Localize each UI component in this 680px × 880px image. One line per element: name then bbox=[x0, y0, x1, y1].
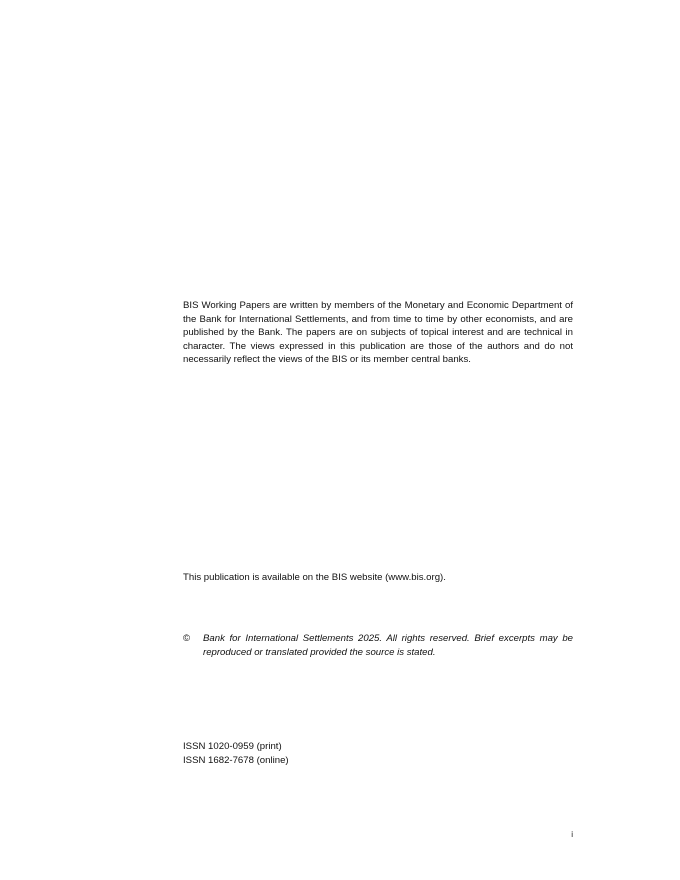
copyright-notice bbox=[183, 632, 573, 659]
intro-paragraph: BIS Working Papers are written by members of the Monetary and Economic Department of the Bank for International Settlements, and from time to time by other economists, and are published by the Bank. The papers are on subjects of topical interest and are technical in character. The views expressed in this publication are those of the authors and do not necessarily reflect the views of the BIS or its member central banks. bbox=[183, 300, 573, 366]
issn-print: ISSN 1020-0959 (print) bbox=[183, 741, 282, 752]
issn-online: ISSN 1682-7678 (online) bbox=[183, 754, 289, 766]
copyright-text: Bank for International Settlements 2025. All rights reserved. Brief excerpts may be reproduced or translated provided the source is stated. bbox=[203, 633, 573, 658]
availability-note: This publication is available on the BIS website (www.bis.org). bbox=[183, 572, 446, 583]
issn-block bbox=[183, 740, 573, 767]
copyright-symbol: © bbox=[183, 633, 191, 644]
page-number: i bbox=[571, 830, 573, 839]
